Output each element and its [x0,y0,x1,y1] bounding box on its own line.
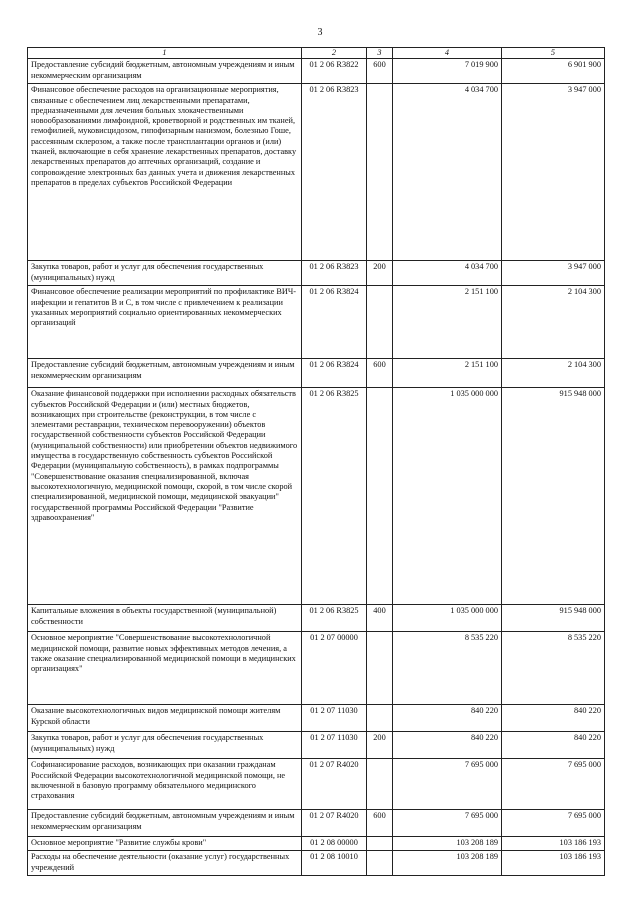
row-code-cell: 01 2 06 R3823 [302,84,367,261]
table-row [28,59,605,84]
row-amount-col5-cell: 3 947 000 [502,84,605,261]
row-amount-col4-cell: 4 034 700 [393,84,502,261]
row-amount-col4-cell: 840 220 [393,705,502,732]
row-amount-col4-cell: 103 208 189 [393,837,502,851]
row-code-cell: 01 2 06 R3824 [302,286,367,359]
row-amount-col4-cell: 2 151 100 [393,286,502,359]
row-code-cell: 01 2 06 R3825 [302,388,367,605]
table-row [28,851,605,876]
header-col-2: 2 [302,48,367,59]
table-row [28,705,605,732]
row-type-cell: 600 [367,359,393,388]
row-amount-col4-cell: 1 035 000 000 [393,388,502,605]
row-type-cell [367,837,393,851]
row-name-cell: Закупка товаров, работ и услуг для обеспечения государственных (муниципальных) нужд [28,261,302,286]
row-amount-col5-cell: 6 901 900 [502,59,605,84]
row-type-cell [367,705,393,732]
row-type-cell: 400 [367,605,393,632]
row-type-cell [367,84,393,261]
table-row [28,732,605,759]
row-amount-col5-cell: 840 220 [502,705,605,732]
table-row [28,388,605,605]
row-code-cell: 01 2 07 00000 [302,632,367,705]
budget-table [27,47,605,876]
row-name-cell: Финансовое обеспечение расходов на организационные мероприятия, связанные с обеспечением лиц лекарственными препаратами, предназначенными для лечения больных злокачественными новообразованиями лимфоидной, кроветворной и родственных им тканей, гемофилией, муковисцидозом, гипофизарным нанизмом, болезнью Гоше, рассеянным склерозом, а также после трансплантации органов и (или) тканей, включающие в себя хранение лекарственных препаратов, доставку лекарственных препаратов до аптечных организаций, создание и сопровождение электронных баз данных учета и движения лекарственных препаратов в пределах субъектов Российской Федерации [28,84,302,261]
row-amount-col5-cell: 103 186 193 [502,851,605,876]
row-code-cell: 01 2 07 R4020 [302,810,367,837]
header-col-3: 3 [367,48,393,59]
row-type-cell [367,851,393,876]
row-name-cell: Предоставление субсидий бюджетным, автономным учреждениям и иным некоммерческим организациям [28,810,302,837]
row-amount-col4-cell: 4 034 700 [393,261,502,286]
row-code-cell: 01 2 06 R3824 [302,359,367,388]
row-name-cell: Расходы на обеспечение деятельности (оказание услуг) государственных учреждений [28,851,302,876]
row-amount-col5-cell: 915 948 000 [502,388,605,605]
row-code-cell: 01 2 08 10010 [302,851,367,876]
table-row [28,632,605,705]
row-name-cell: Оказание финансовой поддержки при исполнении расходных обязательств субъектов Российской Федерации и (или) местных бюджетов, возникающих при строительстве (реконструкции, в том числе с элементами реставрации, техническом перевооружении) объектов государственной собственности субъектов Российской Федерации (муниципальной собственности) или приобретении объектов недвижимого имущества в государственную собственность субъектов Российской Федерации (муниципальную собственность), в рамках подпрограммы "Совершенствование оказания специализированной, включая высокотехнологичную, медицинской помощи, скорой, в том числе скорой специализированной, медицинской помощи, медицинской эвакуации" государственной программы Российской Федерации "Развитие здравоохранения" [28,388,302,605]
row-code-cell: 01 2 07 11030 [302,732,367,759]
row-type-cell [367,388,393,605]
row-name-cell: Основное мероприятие "Совершенствование высокотехнологичной медицинской помощи, развитие новых эффективных методов лечения, а также оказание специализированной медицинской помощи в медицинских организациях" [28,632,302,705]
row-amount-col4-cell: 2 151 100 [393,359,502,388]
row-name-cell: Финансовое обеспечение реализации мероприятий по профилактике ВИЧ-инфекции и гепатитов В и С, в том числе с привлечением к реализации указанных мероприятий социально ориентированных некоммерческих организаций [28,286,302,359]
row-type-cell [367,759,393,810]
row-name-cell: Предоставление субсидий бюджетным, автономным учреждениям и иным некоммерческим организациям [28,359,302,388]
row-name-cell: Софинансирование расходов, возникающих при оказании гражданам Российской Федерации высокотехнологичной медицинской помощи, не включенной в базовую программу обязательного медицинского страхования [28,759,302,810]
row-amount-col4-cell: 103 208 189 [393,851,502,876]
row-amount-col5-cell: 7 695 000 [502,759,605,810]
table-row [28,759,605,810]
header-col-1: 1 [28,48,302,59]
row-amount-col4-cell: 1 035 000 000 [393,605,502,632]
table-row [28,286,605,359]
row-type-cell: 600 [367,810,393,837]
row-amount-col5-cell: 915 948 000 [502,605,605,632]
row-name-cell: Капитальные вложения в объекты государственной (муниципальной) собственности [28,605,302,632]
row-code-cell: 01 2 06 R3823 [302,261,367,286]
row-amount-col5-cell: 8 535 220 [502,632,605,705]
row-name-cell: Закупка товаров, работ и услуг для обеспечения государственных (муниципальных) нужд [28,732,302,759]
row-code-cell: 01 2 07 11030 [302,705,367,732]
row-amount-col5-cell: 103 186 193 [502,837,605,851]
header-col-4: 4 [393,48,502,59]
row-amount-col4-cell: 7 695 000 [393,810,502,837]
row-amount-col5-cell: 840 220 [502,732,605,759]
row-type-cell: 200 [367,732,393,759]
row-type-cell: 600 [367,59,393,84]
row-name-cell: Предоставление субсидий бюджетным, автономным учреждениям и иным некоммерческим организациям [28,59,302,84]
row-type-cell: 200 [367,261,393,286]
row-amount-col5-cell: 7 695 000 [502,810,605,837]
row-amount-col4-cell: 7 695 000 [393,759,502,810]
header-col-5: 5 [502,48,605,59]
row-amount-col5-cell: 3 947 000 [502,261,605,286]
row-amount-col4-cell: 8 535 220 [393,632,502,705]
row-type-cell [367,286,393,359]
row-name-cell: Оказание высокотехнологичных видов медицинской помощи жителям Курской области [28,705,302,732]
row-code-cell: 01 2 07 R4020 [302,759,367,810]
table-row [28,605,605,632]
table-header-row [28,48,605,59]
table-row [28,837,605,851]
table-row [28,359,605,388]
page-number: 3 [317,27,323,38]
table-row [28,810,605,837]
row-code-cell: 01 2 08 00000 [302,837,367,851]
table-row [28,84,605,261]
row-code-cell: 01 2 06 R3825 [302,605,367,632]
row-type-cell [367,632,393,705]
table-row [28,261,605,286]
row-amount-col4-cell: 840 220 [393,732,502,759]
row-amount-col5-cell: 2 104 300 [502,359,605,388]
row-name-cell: Основное мероприятие "Развитие службы крови" [28,837,302,851]
row-amount-col4-cell: 7 019 900 [393,59,502,84]
row-amount-col5-cell: 2 104 300 [502,286,605,359]
row-code-cell: 01 2 06 R3822 [302,59,367,84]
